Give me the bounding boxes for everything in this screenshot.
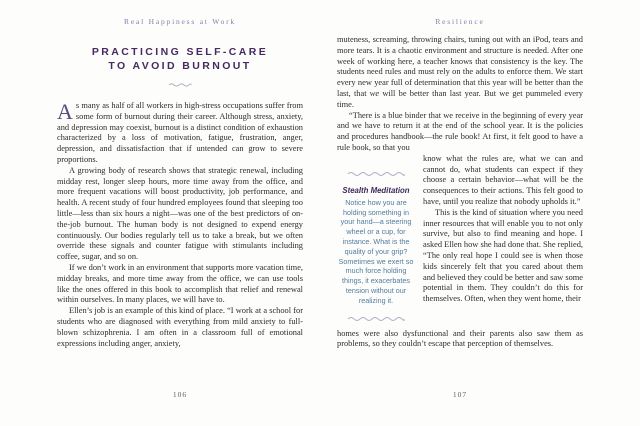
chapter-title-line-2: TO AVOID BURNOUT: [108, 60, 252, 72]
paragraph-4: Ellen’s job is an example of this kind of place. “I work at a school for students who are diagnosed with everything from mild anxiety to full-blown schizophrenia. I am often in a classroom full of emotional expressions including anger, anxiety,: [57, 306, 303, 348]
left-page-body: [57, 101, 303, 349]
right-page-body: [337, 35, 583, 350]
page-number-right: 107: [452, 390, 468, 399]
stealth-meditation-sidebar: [337, 154, 415, 329]
title-squiggle-ornament-icon: [57, 76, 303, 94]
sidebar-bottom-squiggle-icon: [337, 309, 415, 327]
paragraph-2: A growing body of research shows that strategic renewal, including midday rest, longer sleep hours, more time away from the office, and more frequent vacations will boost productivity, job performance, and health. A recent study of four hundred employees found that sleeping too little—less than six hours a night—was one of the best predictors of on-the-job burnout. The human body is not designed to expend energy continuously. Our bodies regularly tell us to take a break, but we often override these signals and counter fatigue with stimulants including coffee, sugar, and so on.: [57, 165, 303, 262]
drop-cap: A: [57, 99, 73, 124]
paragraph-5-text: muteness, screaming, throwing chairs, tuning out with an iPod, tears and more tears. It is a chaotic environment and structure is needed. After one week of working here, a teacher knows that consistency is the key. The students need rules and must rely on the adults to enforce them. We start every new year full of determination that this year will be better than the last, that: [337, 35, 583, 98]
sidebar-body-text: Notice how you are holding something in your hand—a steering wheel or a cup, for instance. What is the quality of your grip? Sometimes we exert so much force holding things, it exacerbates tension without our realizing it.: [338, 197, 414, 305]
paragraph-6-start: “There is a blue binder that we receive in the beginning of every year and we have to return it at the end of the school year. It is the policies and procedures handbook—the rule book! At first, it felt good to have a rule book, so that you: [337, 110, 583, 152]
paragraph-1: [57, 101, 303, 166]
paragraph-3: If we don’t work in an environment that supports more vacation time, midday breaks, and more time away from the office, we can use tools like the ones offered in this book to accomplish that relief and renewal within ourselves. In many places, we will have to.: [57, 262, 303, 305]
chapter-title-line-1: PRACTICING SELF-CARE: [91, 46, 269, 58]
paragraph-7: This is the kind of situation where you need inner resources that will enable you to not only survive, but also to find meaning and hope. I asked Ellen how she had done that. She replied, “The only real hope I could see is when those kids sincerely felt that you cared about them and believed they could be better and saw some potential in them. They couldn’t do this for themselves. Often, when they went home, their: [423, 207, 584, 304]
sidebar-heading: Stealth Meditation: [342, 185, 410, 195]
paragraph-5: [337, 35, 583, 111]
sidebar-and-text-row: [337, 154, 583, 329]
sidebar-top-squiggle-icon: [337, 164, 415, 182]
running-head-right: Resilience: [435, 17, 485, 26]
page-number-left: 106: [172, 390, 188, 399]
paragraph-5-text-end: will be better than last year. But we get pummeled every time.: [337, 88, 583, 109]
wrapped-text-column: [423, 154, 583, 329]
paragraph-1-text: s many as half of all workers in high-stress occupations suffer from some form of burnout during their career. Although stress, anxiety, and depression may coexist, burnout is a distinct condition of exhaustion characterized by a loss of motivation, fatigue, frustration, anger, depression, and dissatisfaction that if untended can grow to severe proportions.: [57, 101, 303, 164]
running-head-left: Real Happiness at Work: [124, 17, 236, 26]
right-page: [337, 0, 583, 426]
left-page: [57, 0, 303, 426]
chapter-title: [57, 45, 303, 73]
paragraph-6-continuation: know what the rules are, what we can and cannot do, what students can expect if they choose a certain behavior—what will be the consequences to their actions. This felt good to have, until you realize that nobody upholds it.”: [423, 153, 583, 206]
paragraph-7-continuation: homes were also dysfunctional and their parents also saw them as problems, so they couldn’t escape that perception of themselves.: [337, 328, 583, 349]
paragraph-5-italic-word: we: [369, 88, 380, 98]
